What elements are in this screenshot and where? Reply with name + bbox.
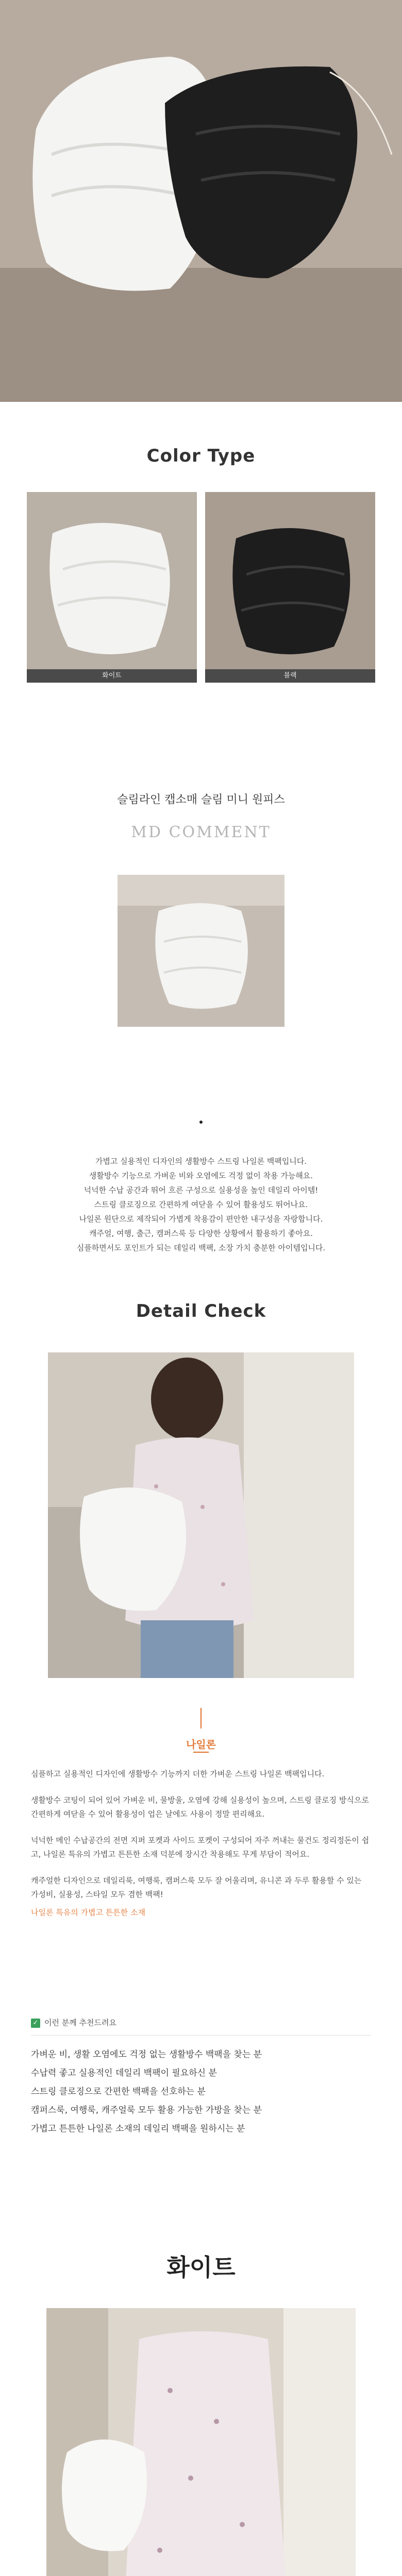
list-item: 가벼운 비, 생활 오염에도 걱정 없는 생활방수 백팩을 찾는 분 — [31, 2049, 262, 2060]
md-comment-title: MD COMMENT — [131, 823, 271, 841]
md-line: 나일론 원단으로 제작되어 가볍게 착용감이 편안한 내구성을 자랑합니다. — [79, 1214, 323, 1224]
recommend-heading-text: 이런 분께 추천드려요 — [44, 2018, 116, 2027]
orange-underline — [193, 1752, 209, 1753]
separator-dot — [199, 1121, 203, 1124]
list-item: 수납력 좋고 실용적인 데일리 백팩이 필요하신 분 — [31, 2068, 217, 2078]
white-photo-1 — [46, 2308, 356, 2576]
md-line: 넉넉한 수납 공간과 뛰어 흐른 구성으로 실용성을 높인 데일리 아이템! — [83, 1185, 319, 1195]
detail-paragraph-text: 캐주얼한 디자인으로 데일리룩, 여행룩, 캠퍼스룩 모두 잘 어울리며, 유니콘 과 두루 활용할 수 있는 가성비, 실용성, 스타일 모두 겸한 백팩! — [31, 1876, 362, 1899]
detail-paragraph — [31, 1767, 371, 1920]
detail-tip-title: 나일론 — [186, 1738, 216, 1751]
recommend-list — [31, 2045, 371, 2138]
color-option-label: 화이트 — [27, 669, 197, 683]
check-icon: ✓ — [31, 2019, 40, 2028]
list-item: 캠퍼스룩, 여행룩, 캐주얼룩 모두 활용 가능한 가방을 찾는 분 — [31, 2105, 262, 2115]
md-comment-lines — [0, 1154, 402, 1255]
color-option-white[interactable] — [27, 492, 197, 683]
hero-product-photo — [0, 0, 402, 402]
detail-paragraph-text: 넉넉한 메인 수납공간의 전면 지퍼 포켓과 사이드 포켓이 구성되어 자주 꺼내는 물건도 정리정돈이 쉽고, 나일론 특유의 가볍고 튼튼한 소재 덕분에 장시간 착용해도 무게 부담이 적어요. — [31, 1836, 370, 1859]
md-line: 가볍고 실용적인 디자인의 생활방수 스트링 나일론 백팩입니다. — [95, 1157, 307, 1166]
detail-check-title: Detail Check — [136, 1301, 266, 1321]
recommend-heading — [31, 2017, 116, 2028]
md-line: 생활방수 기능으로 가벼운 비와 오염에도 걱정 없이 착용 가능해요. — [89, 1171, 313, 1180]
color-type-title: Color Type — [146, 446, 256, 466]
orange-divider — [200, 1708, 202, 1728]
detail-paragraph-text: 생활방수 코팅이 되어 있어 가벼운 비, 물방울, 오염에 강해 실용성이 높으며, 스트링 클로징 방식으로 간편하게 여닫을 수 있어 활용성이 업은 날에도 사용이 정말 편리해요. — [31, 1795, 369, 1819]
md-line: 캐주얼, 여행, 출근, 캠퍼스룩 등 다양한 상황에서 활용하기 좋아요. — [89, 1229, 313, 1238]
md-product-photo — [118, 875, 284, 1027]
color-option-label: 블랙 — [205, 669, 375, 683]
detail-model-photo — [48, 1352, 354, 1678]
product-name: 슬림라인 캡소매 슬림 미니 원피스 — [117, 793, 285, 806]
detail-highlight: 나일론 특유의 가볍고 튼튼한 소재 — [31, 1908, 145, 1917]
md-line: 심플하면서도 포인트가 되는 데일리 백팩, 소장 가치 충분한 아이템입니다. — [76, 1243, 326, 1252]
list-item: 스트링 클로징으로 간편한 백팩을 선호하는 분 — [31, 2087, 206, 2097]
list-item: 가볍고 튼튼한 나일론 소재의 데일리 백팩을 원하시는 분 — [31, 2124, 245, 2134]
detail-paragraph-text: 심플하고 실용적인 디자인에 생활방수 기능까지 더한 가벼운 스트링 나일론 백팩입니다. — [31, 1769, 325, 1778]
md-line: 스트링 클로징으로 간편하게 여닫을 수 있어 활용성도 뛰어나요. — [94, 1200, 308, 1209]
white-color-title: 화이트 — [166, 2253, 236, 2281]
color-option-black[interactable] — [205, 492, 375, 683]
recommend-divider — [31, 2035, 371, 2036]
